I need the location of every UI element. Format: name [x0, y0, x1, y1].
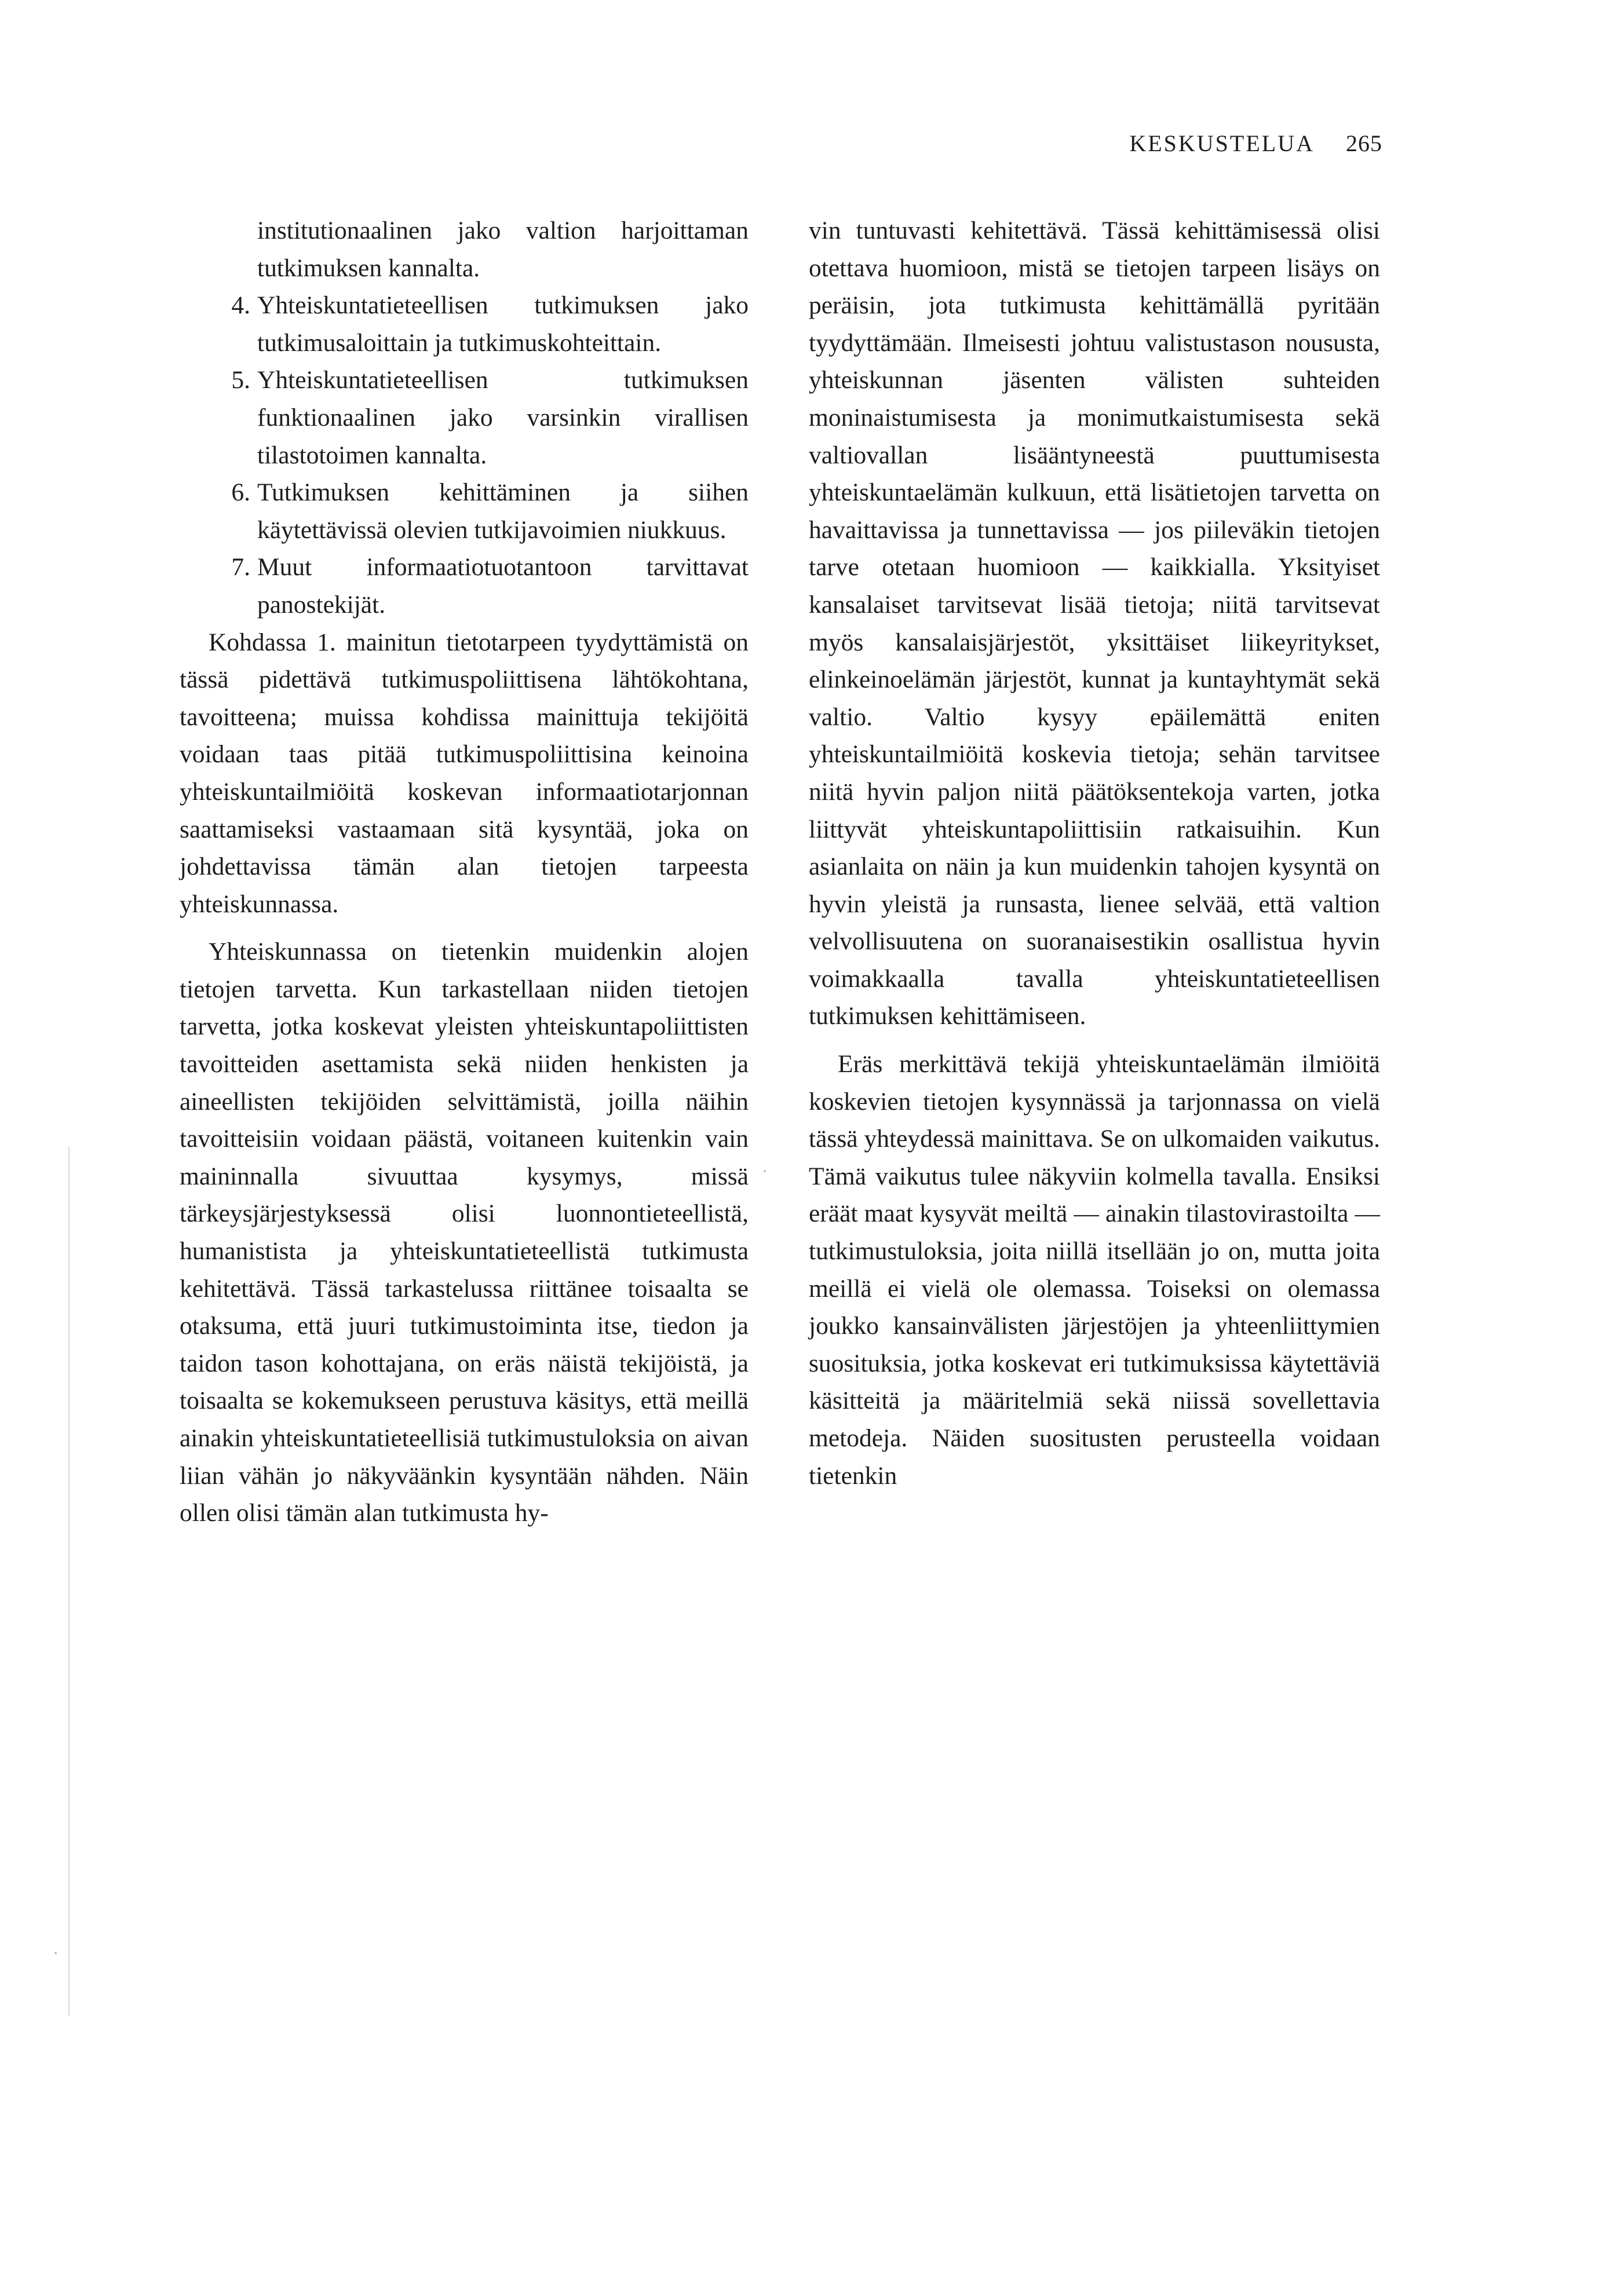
- list-number: 7.: [231, 553, 250, 582]
- body-paragraph: Kohdassa 1. mainitun tietotarpeen tyydyttämistä on tässä pidettävä tutkimuspoliittisena lähtökohtana, tavoitteena; muissa kohdissa mainittuja tekijöitä voidaan taas pitää tutkimuspoliittisina keinoina yhteiskuntailmiöitä koskevan informaatiotarjonnan saattamiseksi vastaamaan sitä kysyntää, joka on johdettavissa tämän alan tietojen tarpeesta yhteiskunnassa.: [180, 628, 749, 918]
- body-paragraph: Eräs merkittävä tekijä yhteiskuntaelämän ilmiöitä koskevien tietojen kysynnässä ja tarjonnassa on vielä tässä yhteydessä mainittava. Se on ulkomaiden vaikutus. Tämä vaikutus tulee näkyviin kolmella tavalla. Ensiksi eräät maat kysyvät meiltä — ainakin tilastovirastoilta — tutkimustuloksia, joita niillä itsellään jo on, mutta joita meillä ei vielä ole olemassa. Toiseksi on olemassa joukko kansainvälisten järjestöjen ja yhteenliittymien suosituksia, jotka koskevat eri tutkimuksissa käytettäviä käsitteitä ja määritelmiä sekä niissä sovellettavia metodeja. Näiden suositusten perusteella voidaan tietenkin: [809, 1050, 1380, 1490]
- list-number: 6.: [231, 478, 250, 507]
- list-item: [180, 212, 749, 287]
- body-paragraph: vin tuntuvasti kehitettävä. Tässä kehittämisessä olisi otettava huomioon, mistä se tietojen tarpeen lisäys on peräisin, jota tutkimusta kehittämällä pyritään tyydyttämään. Ilmeisesti johtuu valistustason noususta, yhteiskunnan jäsenten välisten suhteiden moninaistumisesta ja monimutkaistumisesta sekä valtiovallan lisääntyneestä puuttumisesta yhteiskuntaelämän kulkuun, että lisätietojen tarvetta on havaittavissa ja tunnettavissa — jos piileväkin tietojen tarve otetaan huomioon — kaikkialla. Yksityiset kansalaiset tarvitsevat lisää tietoja; niitä tarvitsevat myös kansalaisjärjestöt, yksittäiset liikeyritykset, elinkeinoelämän järjestöt, kunnat ja kuntayhtymät sekä valtio. Valtio kysyy epäilemättä eniten yhteiskuntailmiöitä koskevia tietoja; sehän tarvitsee niitä hyvin paljon niitä päätöksentekoja varten, jotka liittyvät yhteiskuntapoliittisiin ratkaisuihin. Kun asianlaita on näin ja kun muidenkin tahojen kysyntä on hyvin yleistä ja runsasta, lienee selvää, että valtion velvollisuutena on suoranaisestikin osallistua hyvin voimakkaalla tavalla yhteiskuntatieteellisen tutkimuksen kehittämiseen.: [809, 217, 1380, 1030]
- list-item: [180, 549, 749, 623]
- list-number: 5.: [231, 366, 250, 394]
- list-text: Muut informaatiotuotantoon tarvittavat panostekijät.: [257, 553, 749, 619]
- section-title: KESKUSTELUA: [1129, 130, 1315, 156]
- list-text: Yhteiskuntatieteellisen tutkimuksen jako tutkimusaloittain ja tutkimuskohteittain.: [257, 291, 749, 357]
- left-column: [180, 212, 749, 1532]
- scan-speck: [764, 1170, 766, 1172]
- list-item: [180, 287, 749, 361]
- list-text: Yhteiskuntatieteellisen tutkimuksen funktionaalinen jako varsinkin virallisen tilastotoimen kannalta.: [257, 366, 749, 469]
- list-number: 4.: [231, 291, 250, 320]
- list-text: Tutkimuksen kehittäminen ja siihen käytettävissä olevien tutkijavoimien niukkuus.: [257, 478, 749, 544]
- list-item: [180, 474, 749, 549]
- list-text: institutionaalinen jako valtion harjoittaman tutkimuksen kannalta.: [257, 217, 749, 282]
- page-number: 265: [1346, 130, 1382, 156]
- running-head: [1129, 130, 1382, 157]
- list-item: [180, 361, 749, 474]
- scan-edge-shadow: [68, 1147, 70, 2016]
- scan-speck: [54, 1952, 57, 1954]
- right-column: [809, 212, 1380, 1494]
- body-paragraph: Yhteiskunnassa on tietenkin muidenkin alojen tietojen tarvetta. Kun tarkastellaan niiden tietojen tarvetta, jotka koskevat yleisten yhteiskuntapoliittisten tavoitteiden asettamista sekä niiden henkisten ja aineellisten tekijöiden selvittämistä, joilla näihin tavoitteisiin voidaan päästä, voitaneen kuitenkin vain maininnalla sivuuttaa kysymys, missä tärkeysjärjestyksessä olisi luonnontieteellistä, humanistista ja yhteiskuntatieteellistä tutkimusta kehitettävä. Tässä tarkastelussa riittänee toisaalta se otaksuma, että juuri tutkimustoiminta itse, tiedon ja taidon tason kohottajana, on eräs näistä tekijöistä, ja toisaalta se kokemukseen perustuva käsitys, että meillä ainakin yhteiskuntatieteellisiä tutkimustuloksia on aivan liian vähän jo näkyväänkin kysyntään nähden. Näin ollen olisi tämän alan tutkimusta hy-: [180, 938, 749, 1527]
